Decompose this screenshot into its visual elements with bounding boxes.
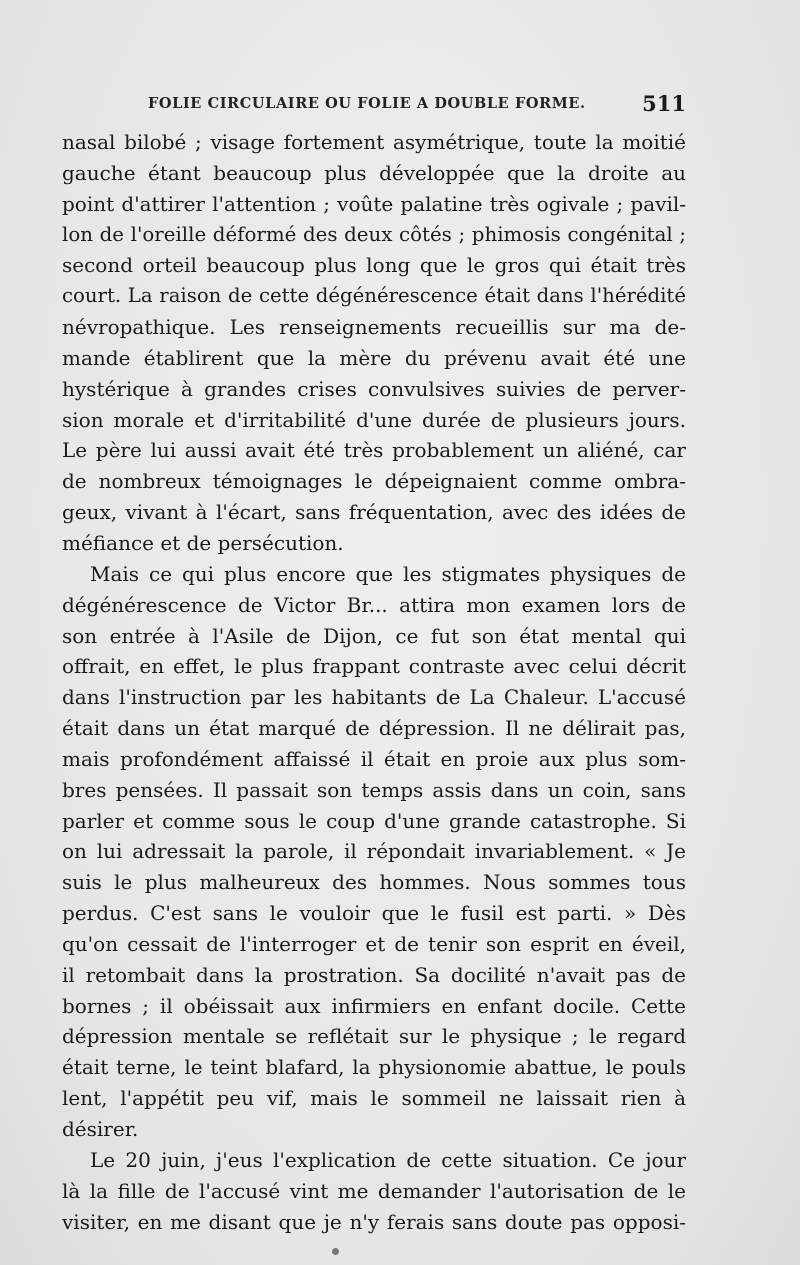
text-line: lent, l'appétit peu vif, mais le sommeil ne laissait rien à — [62, 1086, 686, 1111]
text-line: là la fille de l'accusé vint me demander l'autorisation de le — [62, 1178, 686, 1203]
text-line: Le 20 juin, j'eus l'explication de cette situation. Ce jour — [90, 1147, 686, 1172]
text-line: perdus. C'est sans le vouloir que le fusil est parti. » Dès — [62, 901, 686, 926]
text-line: dépression mentale se reflétait sur le physique ; le regard — [62, 1024, 686, 1049]
text-line: névropathique. Les renseignements recueillis sur ma de- — [62, 315, 686, 340]
text-line: court. La raison de cette dégénérescence était dans l'hérédité — [62, 284, 686, 308]
text-line: désirer. — [62, 1117, 139, 1141]
text-line: il retombait dans la prostration. Sa docilité n'avait pas de — [62, 962, 686, 987]
text-line: bornes ; il obéissait aux infirmiers en enfant docile. Cette — [62, 993, 686, 1018]
text-line: gauche étant beaucoup plus développée que la droite au — [62, 160, 686, 185]
text-line: qu'on cessait de l'interroger et de tenir son esprit en éveil, — [62, 931, 686, 956]
text-line: était terne, le teint blafard, la physionomie abattue, le pouls — [62, 1055, 686, 1080]
text-line: Le père lui aussi avait été très probablement un aliéné, car — [62, 438, 686, 463]
text-line: Mais ce qui plus encore que les stigmates physiques de — [90, 561, 686, 586]
text-line: dégénérescence de Victor Br... attira mon examen lors de — [62, 592, 686, 617]
text-line: nasal bilobé ; visage fortement asymétrique, toute la moitié — [62, 130, 686, 154]
text-line: dans l'instruction par les habitants de La Chaleur. L'accusé — [62, 685, 686, 710]
page-number: 511 — [642, 91, 686, 116]
text-line: son entrée à l'Asile de Dijon, ce fut son état mental qui — [62, 623, 686, 648]
text-line: on lui adressait la parole, il répondait invariablement. « Je — [62, 839, 686, 864]
text-line: sion morale et d'irritabilité d'une durée de plusieurs jours. — [62, 407, 686, 432]
text-line: était dans un état marqué de dépression. Il ne délirait pas, — [62, 716, 686, 741]
text-line: mande établirent que la mère du prévenu avait été une — [62, 345, 686, 370]
text-line: geux, vivant à l'écart, sans fréquentation, avec des idées de — [62, 500, 686, 525]
text-line: suis le plus malheureux des hommes. Nous sommes tous — [62, 870, 686, 895]
body-text — [62, 127, 686, 1237]
text-line: mais profondément affaissé il était en proie aux plus som- — [62, 746, 686, 771]
text-line: bres pensées. Il passait son temps assis dans un coin, sans — [62, 777, 686, 802]
text-line: hystérique à grandes crises convulsives suivies de perver- — [62, 376, 686, 401]
text-line: point d'attirer l'attention ; voûte palatine très ogivale ; pavil- — [62, 191, 686, 216]
text-line: second orteil beaucoup plus long que le gros qui était très — [62, 253, 686, 278]
text-line: de nombreux témoignages le dépeignaient comme ombra- — [62, 469, 686, 494]
running-header — [148, 93, 686, 121]
text-line: lon de l'oreille déformé des deux côtés ; phimosis congénital ; — [62, 222, 686, 246]
text-line: méfiance et de persécution. — [62, 530, 344, 555]
running-title: FOLIE CIRCULAIRE OU FOLIE A DOUBLE FORME. — [148, 95, 586, 112]
text-line: visiter, en me disant que je n'y ferais sans doute pas opposi- — [62, 1209, 686, 1234]
text-line: offrait, en effet, le plus frappant contraste avec celui décrit — [62, 654, 686, 679]
text-line: parler et comme sous le coup d'une grande catastrophe. Si — [62, 808, 686, 833]
printer-mark — [332, 1248, 339, 1255]
